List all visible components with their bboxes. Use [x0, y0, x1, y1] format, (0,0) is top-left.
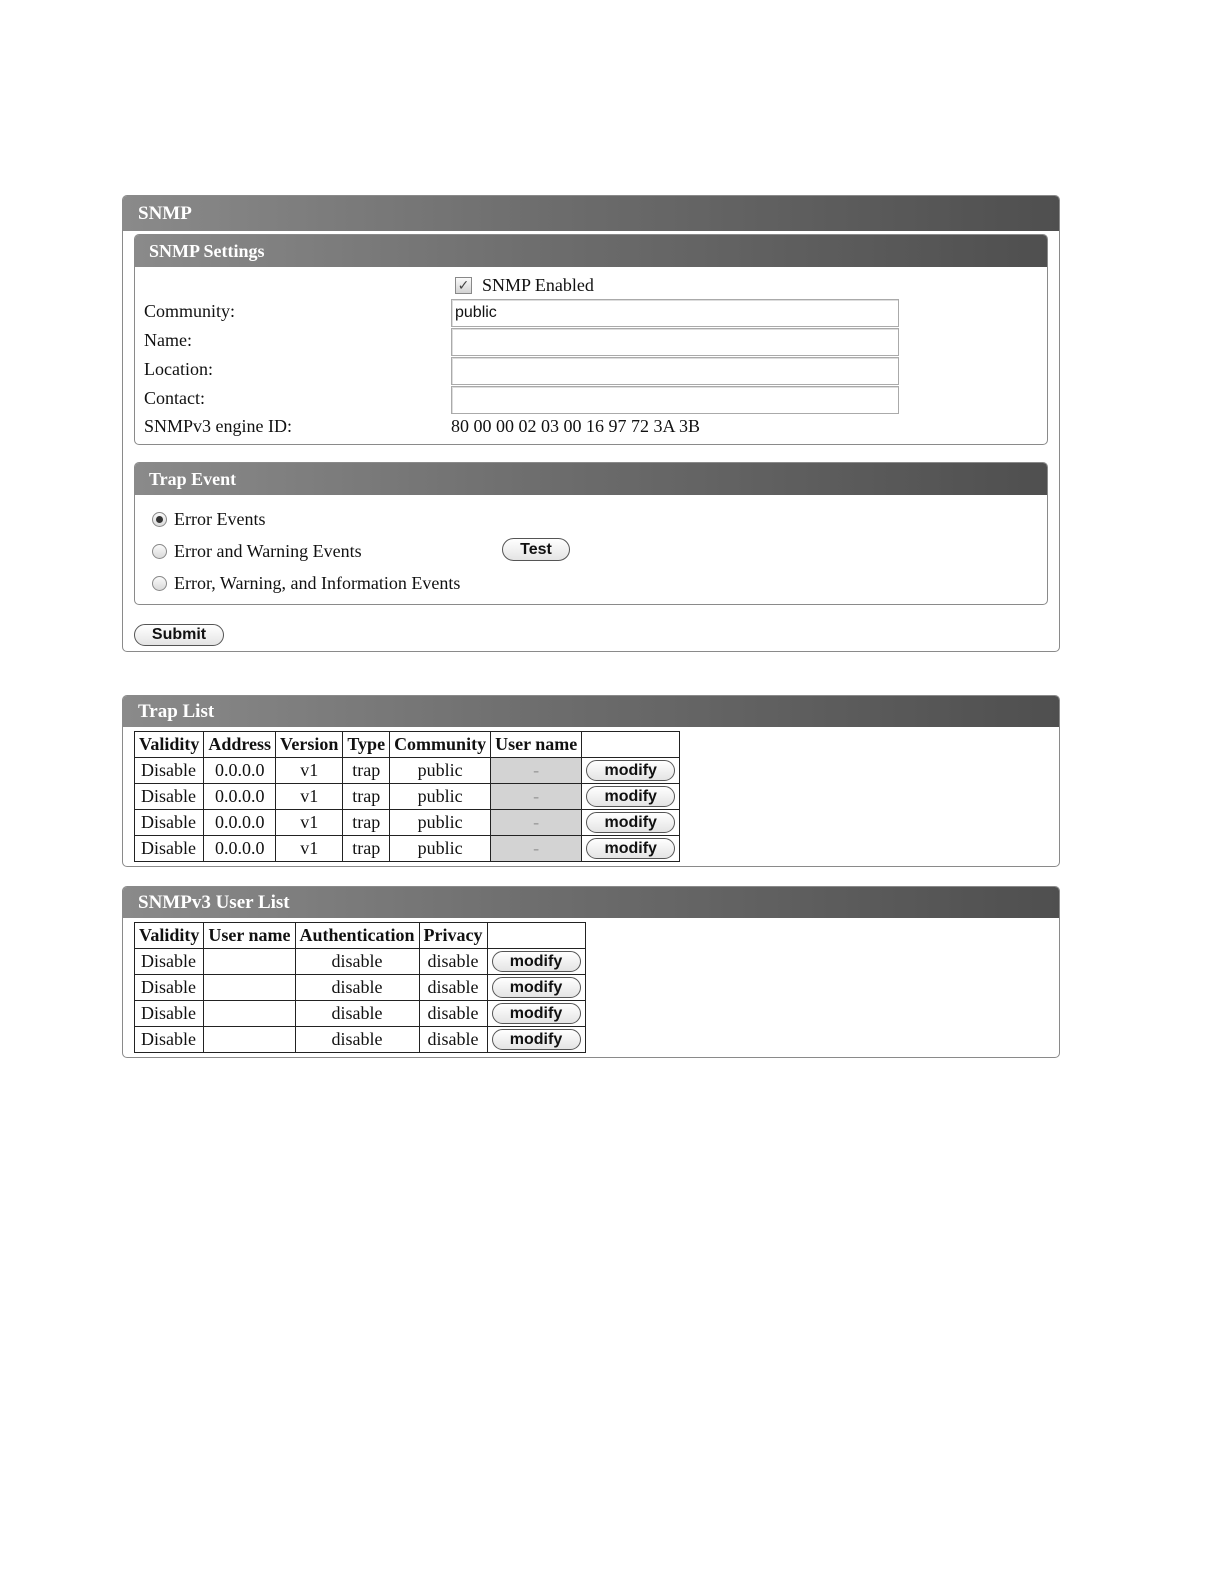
- cell-authentication: disable: [295, 1027, 419, 1053]
- cell-type: trap: [343, 758, 390, 784]
- table-row: [135, 949, 586, 975]
- snmp-enabled-row[interactable]: [455, 275, 594, 296]
- modify-button[interactable]: modify: [586, 838, 675, 859]
- modify-button[interactable]: modify: [492, 977, 581, 998]
- cell-action: [487, 1001, 585, 1027]
- cell-user-name: [204, 1001, 295, 1027]
- col-address: Address: [204, 732, 276, 758]
- modify-button[interactable]: modify: [492, 951, 581, 972]
- radio-error-events[interactable]: [152, 512, 167, 527]
- col-type: Type: [343, 732, 390, 758]
- cell-user-name: -: [491, 758, 582, 784]
- cell-address: 0.0.0.0: [204, 836, 276, 862]
- table-row: [135, 975, 586, 1001]
- community-input[interactable]: [451, 299, 899, 327]
- modify-button[interactable]: modify: [586, 760, 675, 781]
- table-row: [135, 1001, 586, 1027]
- trap-event-option-error-warning-info[interactable]: [152, 573, 460, 594]
- submit-button[interactable]: Submit: [134, 624, 224, 646]
- col-action: [487, 923, 585, 949]
- col-validity: Validity: [135, 923, 204, 949]
- radio-error-events-label: Error Events: [174, 509, 266, 529]
- table-row: [135, 784, 680, 810]
- modify-button[interactable]: modify: [492, 1029, 581, 1050]
- cell-user-name: -: [491, 810, 582, 836]
- cell-action: [582, 784, 680, 810]
- cell-address: 0.0.0.0: [204, 784, 276, 810]
- cell-community: public: [390, 836, 491, 862]
- cell-version: v1: [276, 758, 343, 784]
- cell-validity: Disable: [135, 1027, 204, 1053]
- cell-privacy: disable: [419, 1027, 487, 1053]
- snmp-settings-title: SNMP Settings: [149, 240, 265, 261]
- location-input[interactable]: [451, 357, 899, 385]
- user-list-header-row: [135, 923, 586, 949]
- snmp-settings-section: [134, 234, 1048, 445]
- cell-type: trap: [343, 784, 390, 810]
- cell-action: [582, 758, 680, 784]
- cell-user-name: -: [491, 784, 582, 810]
- radio-error-warning-info-events[interactable]: [152, 576, 167, 591]
- cell-authentication: disable: [295, 1001, 419, 1027]
- cell-user-name: [204, 1027, 295, 1053]
- cell-community: public: [390, 810, 491, 836]
- cell-privacy: disable: [419, 975, 487, 1001]
- trap-list-title: Trap List: [138, 700, 215, 722]
- user-list-table: [134, 922, 586, 1053]
- name-input[interactable]: [451, 328, 899, 356]
- engine-id-value: 80 00 00 02 03 00 16 97 72 3A 3B: [451, 416, 701, 436]
- cell-action: [582, 810, 680, 836]
- table-row: [135, 1027, 586, 1053]
- cell-authentication: disable: [295, 949, 419, 975]
- radio-error-warning-info-events-label: Error, Warning, and Information Events: [174, 573, 461, 593]
- modify-button[interactable]: modify: [586, 812, 675, 833]
- cell-action: [487, 949, 585, 975]
- cell-type: trap: [343, 836, 390, 862]
- cell-validity: Disable: [135, 758, 204, 784]
- cell-user-name: [204, 949, 295, 975]
- trap-event-section: [134, 462, 1048, 605]
- col-authentication: Authentication: [295, 923, 419, 949]
- cell-action: [487, 1027, 585, 1053]
- snmp-enabled-label: SNMP Enabled: [482, 275, 594, 295]
- name-label: Name:: [144, 330, 192, 350]
- location-label: Location:: [144, 359, 213, 379]
- cell-address: 0.0.0.0: [204, 758, 276, 784]
- col-action: [582, 732, 680, 758]
- trap-event-option-error[interactable]: [152, 509, 265, 530]
- cell-version: v1: [276, 810, 343, 836]
- user-list-panel: [122, 886, 1060, 1058]
- cell-action: [582, 836, 680, 862]
- radio-error-warning-events-label: Error and Warning Events: [174, 541, 362, 561]
- trap-list-table: [134, 731, 680, 862]
- contact-input[interactable]: [451, 386, 899, 414]
- cell-community: public: [390, 784, 491, 810]
- contact-label: Contact:: [144, 388, 205, 408]
- test-button[interactable]: Test: [502, 538, 570, 561]
- table-row: [135, 836, 680, 862]
- cell-version: v1: [276, 836, 343, 862]
- snmp-settings-header: [135, 235, 1047, 267]
- cell-validity: Disable: [135, 810, 204, 836]
- cell-user-name: [204, 975, 295, 1001]
- cell-user-name: -: [491, 836, 582, 862]
- cell-validity: Disable: [135, 836, 204, 862]
- col-user-name: User name: [204, 923, 295, 949]
- cell-authentication: disable: [295, 975, 419, 1001]
- user-list-title: SNMPv3 User List: [138, 891, 290, 913]
- cell-privacy: disable: [419, 949, 487, 975]
- cell-validity: Disable: [135, 975, 204, 1001]
- cell-version: v1: [276, 784, 343, 810]
- col-validity: Validity: [135, 732, 204, 758]
- snmp-panel: [122, 195, 1060, 652]
- modify-button[interactable]: modify: [586, 786, 675, 807]
- cell-type: trap: [343, 810, 390, 836]
- trap-event-title: Trap Event: [149, 468, 237, 489]
- table-row: [135, 810, 680, 836]
- modify-button[interactable]: modify: [492, 1003, 581, 1024]
- trap-list-header: [123, 696, 1059, 727]
- col-community: Community: [390, 732, 491, 758]
- snmp-panel-title: SNMP: [138, 202, 192, 224]
- radio-error-warning-events[interactable]: [152, 544, 167, 559]
- trap-list-panel: [122, 695, 1060, 867]
- trap-event-header: [135, 463, 1047, 495]
- community-label: Community:: [144, 301, 236, 321]
- col-user-name: User name: [491, 732, 582, 758]
- col-version: Version: [276, 732, 343, 758]
- trap-event-option-error-warning[interactable]: [152, 541, 362, 562]
- cell-privacy: disable: [419, 1001, 487, 1027]
- cell-validity: Disable: [135, 949, 204, 975]
- cell-validity: Disable: [135, 784, 204, 810]
- user-list-header: [123, 887, 1059, 918]
- col-privacy: Privacy: [419, 923, 487, 949]
- cell-action: [487, 975, 585, 1001]
- table-row: [135, 758, 680, 784]
- snmp-panel-header: [123, 196, 1059, 231]
- cell-validity: Disable: [135, 1001, 204, 1027]
- cell-address: 0.0.0.0: [204, 810, 276, 836]
- snmp-enabled-checkbox[interactable]: ✓: [455, 277, 472, 294]
- trap-list-header-row: [135, 732, 680, 758]
- engine-id-label: SNMPv3 engine ID:: [144, 416, 292, 436]
- cell-community: public: [390, 758, 491, 784]
